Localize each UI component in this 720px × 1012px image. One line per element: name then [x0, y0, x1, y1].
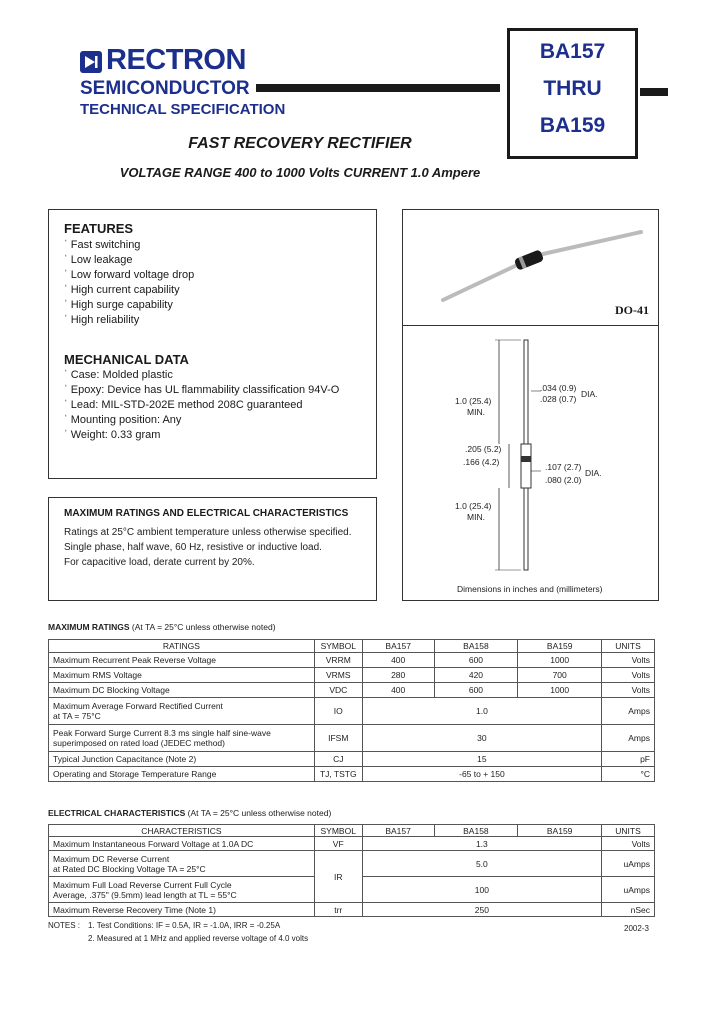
list-item: ˈ High current capability	[64, 283, 194, 298]
table-row	[49, 767, 655, 782]
table-header-row	[49, 640, 655, 653]
header-cell: CHARACTERISTICS	[49, 825, 315, 837]
table-row	[49, 683, 655, 698]
row-unit: Volts	[602, 683, 655, 698]
package-panel	[402, 209, 659, 327]
dimension-caption: Dimensions in inches and (millimeters)	[457, 584, 603, 594]
note-2: 2. Measured at 1 MHz and applied reverse voltage of 4.0 volts	[88, 934, 309, 943]
row-symbol: VRRM	[314, 653, 362, 668]
row-symbol: trr	[314, 903, 362, 917]
row-label: Maximum Reverse Recovery Time (Note 1)	[49, 903, 315, 917]
lead-diameter-b: .028 (0.7)	[540, 394, 577, 404]
header-rule-right	[640, 88, 668, 96]
row-value-all: 100	[362, 877, 601, 903]
table-header-row	[49, 825, 655, 837]
brand-spec: TECHNICAL SPECIFICATION	[80, 101, 286, 118]
row-label	[49, 851, 315, 877]
row-label: Maximum DC Blocking Voltage	[49, 683, 315, 698]
list-item: ˈ Low leakage	[64, 253, 194, 268]
mechanical-list	[64, 368, 339, 443]
header-cell: BA158	[434, 825, 518, 837]
row-unit: Volts	[602, 837, 655, 851]
row-label	[49, 725, 315, 752]
dimension-panel	[402, 325, 659, 601]
header-cell: SYMBOL	[314, 825, 362, 837]
row-value-all: 30	[362, 725, 601, 752]
row-symbol: CJ	[314, 752, 362, 767]
ratings-note-line: Ratings at 25°C ambient temperature unless otherwise specified.	[64, 527, 352, 538]
row-symbol: VF	[314, 837, 362, 851]
lead-length-bottom-a: 1.0 (25.4)	[455, 501, 492, 511]
header-cell: SYMBOL	[314, 640, 362, 653]
dia-label-body: DIA.	[585, 468, 602, 478]
body-diameter-b: .080 (2.0)	[545, 475, 582, 485]
elec-title	[48, 808, 331, 818]
dia-label-lead: DIA.	[581, 389, 598, 399]
ratings-note-heading: MAXIMUM RATINGS AND ELECTRICAL CHARACTERISTICS	[64, 508, 349, 519]
mechanical-heading: MECHANICAL DATA	[64, 352, 189, 367]
row-symbol: VDC	[314, 683, 362, 698]
row-value-ba157: 400	[362, 653, 434, 668]
max-ratings-title-rest: (At TA = 25°C unless otherwise noted)	[129, 622, 276, 632]
row-label-line: at Rated DC Blocking Voltage TA = 25°C	[53, 863, 206, 874]
row-unit: pF	[602, 752, 655, 767]
row-symbol: TJ, TSTG	[314, 767, 362, 782]
features-heading: FEATURES	[64, 221, 134, 236]
elec-title-bold: ELECTRICAL CHARACTERISTICS	[48, 808, 186, 818]
elec-title-rest: (At TA = 25°C unless otherwise noted)	[185, 808, 332, 818]
lead-diameter-a: .034 (0.9)	[540, 383, 577, 393]
ratings-note-panel	[48, 497, 377, 601]
row-unit: °C	[602, 767, 655, 782]
row-label: Typical Junction Capacitance (Note 2)	[49, 752, 315, 767]
table-row	[49, 725, 655, 752]
brand-subtitle: SEMICONDUCTOR	[80, 78, 256, 100]
row-value-all: 5.0	[362, 851, 601, 877]
notes-prefix: NOTES :	[48, 921, 81, 930]
row-label-line: Maximum Average Forward Rectified Current	[53, 701, 223, 711]
row-value-all: 1.0	[362, 698, 601, 725]
header-cell: UNITS	[602, 640, 655, 653]
row-label	[49, 877, 315, 903]
row-value-all: 250	[362, 903, 601, 917]
row-label: Operating and Storage Temperature Range	[49, 767, 315, 782]
row-label-line: superimposed on rated load (JEDEC method)	[53, 738, 225, 748]
table-row	[49, 903, 655, 917]
header-cell: BA159	[518, 825, 602, 837]
list-item: ˈ High reliability	[64, 313, 194, 328]
header-cell: BA159	[518, 640, 602, 653]
row-value-all: 1.3	[362, 837, 601, 851]
brand-name: RECTRON	[106, 44, 246, 76]
row-label-line: Average, .375" (9.5mm) lead length at TL = 55°C	[53, 889, 237, 900]
list-item: ˈ Case: Molded plastic	[64, 368, 339, 383]
row-value-ba158: 600	[434, 683, 518, 698]
row-value-ba159: 1000	[518, 683, 602, 698]
row-label-line: at TA = 75°C	[53, 711, 101, 721]
list-item: ˈ Fast switching	[64, 238, 194, 253]
row-value-ba158: 600	[434, 653, 518, 668]
row-value-all: 15	[362, 752, 601, 767]
page-title: FAST RECOVERY RECTIFIER	[188, 135, 412, 152]
list-item: ˈ Weight: 0.33 gram	[64, 428, 339, 443]
row-label-line: Maximum DC Reverse Current	[53, 853, 170, 864]
row-symbol: VRMS	[314, 668, 362, 683]
row-value-ba159: 1000	[518, 653, 602, 668]
row-unit: nSec	[602, 903, 655, 917]
row-unit: Volts	[602, 653, 655, 668]
row-label-line: Maximum Full Load Reverse Current Full Cycle	[53, 879, 232, 890]
rectron-logo-icon	[80, 51, 102, 73]
voltage-current-range: VOLTAGE RANGE 400 to 1000 Volts CURRENT 1.0 Ampere	[119, 165, 481, 180]
header-cell: BA157	[362, 640, 434, 653]
header-cell: RATINGS	[49, 640, 315, 653]
row-value-ba157: 280	[362, 668, 434, 683]
list-item: ˈ Low forward voltage drop	[64, 268, 194, 283]
table-row	[49, 851, 655, 877]
table-row	[49, 653, 655, 668]
lead-length-bottom-b: MIN.	[467, 512, 485, 522]
document-date: 2002-3	[624, 924, 649, 933]
body-length-b: .166 (4.2)	[463, 457, 500, 467]
ratings-note-line: For capacitive load, derate current by 20%.	[64, 557, 255, 568]
lead-length-top-a: 1.0 (25.4)	[455, 396, 492, 406]
list-item: ˈ Mounting position: Any	[64, 413, 339, 428]
features-list	[64, 238, 194, 328]
body-length-a: .205 (5.2)	[465, 444, 502, 454]
row-value-ba157: 400	[362, 683, 434, 698]
row-unit: uAmps	[602, 877, 655, 903]
row-unit: uAmps	[602, 851, 655, 877]
dimension-drawing	[403, 326, 658, 600]
note-1: 1. Test Conditions: IF = 0.5A, IR = -1.0A, IRR = -0.25A	[88, 921, 281, 930]
part-number-thru: THRU	[543, 77, 602, 100]
table-row	[49, 752, 655, 767]
row-symbol: IR	[314, 851, 362, 903]
max-ratings-table	[48, 639, 655, 782]
list-item: ˈ High surge capability	[64, 298, 194, 313]
part-number-end: BA159	[539, 114, 606, 137]
row-symbol: IO	[314, 698, 362, 725]
row-label: Maximum Recurrent Peak Reverse Voltage	[49, 653, 315, 668]
electrical-table	[48, 824, 655, 917]
table-row	[49, 837, 655, 851]
row-label-line: Peak Forward Surge Current 8.3 ms single half sine-wave	[53, 728, 271, 738]
features-panel	[48, 209, 377, 479]
row-label	[49, 698, 315, 725]
row-unit: Amps	[602, 725, 655, 752]
row-label: Maximum RMS Voltage	[49, 668, 315, 683]
row-value-ba159: 700	[518, 668, 602, 683]
list-item: ˈ Lead: MIL-STD-202E method 208C guaranteed	[64, 398, 339, 413]
body-diameter-a: .107 (2.7)	[545, 462, 582, 472]
header-cell: BA157	[362, 825, 434, 837]
row-value-all: -65 to + 150	[362, 767, 601, 782]
package-label: DO-41	[615, 303, 649, 317]
max-ratings-title	[48, 622, 276, 632]
table-row	[49, 698, 655, 725]
part-number-start: BA157	[539, 40, 606, 63]
row-unit: Volts	[602, 668, 655, 683]
table-row	[49, 668, 655, 683]
row-unit: Amps	[602, 698, 655, 725]
row-symbol: IFSM	[314, 725, 362, 752]
max-ratings-title-bold: MAXIMUM RATINGS	[48, 622, 130, 632]
header-cell: UNITS	[602, 825, 655, 837]
list-item: ˈ Epoxy: Device has UL flammability classification 94V-O	[64, 383, 339, 398]
header-cell: BA158	[434, 640, 518, 653]
row-label: Maximum Instantaneous Forward Voltage at 1.0A DC	[49, 837, 315, 851]
ratings-note-line: Single phase, half wave, 60 Hz, resistive or inductive load.	[64, 542, 322, 553]
row-value-ba158: 420	[434, 668, 518, 683]
lead-length-top-b: MIN.	[467, 407, 485, 417]
